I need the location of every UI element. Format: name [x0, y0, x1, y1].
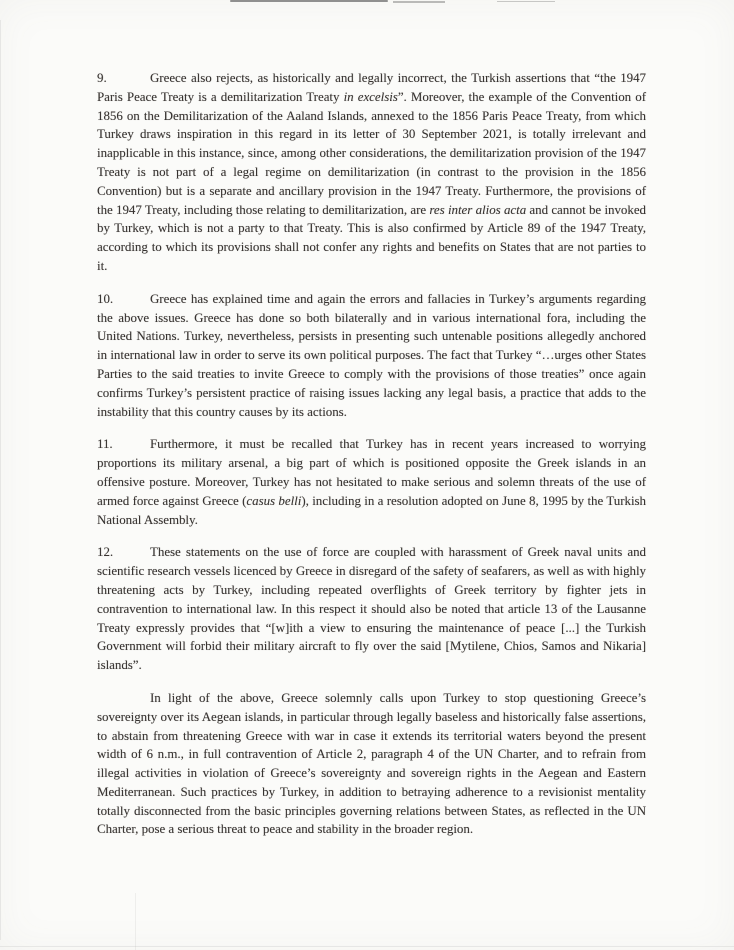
italic-run: casus belli [246, 493, 302, 508]
document-body [97, 69, 646, 853]
paragraph [97, 435, 646, 529]
scan-edge-line [135, 893, 136, 950]
text-run: Greece also rejects, as historically and legally incorrect, the Turkish assertions that “the 1947 Paris Peace Treaty is a demilitarization Treaty [97, 71, 646, 104]
paragraph [97, 543, 646, 675]
italic-run: in excelsis [343, 89, 398, 104]
scan-edge-line [0, 20, 1, 940]
text-run: ), including in a resolution adopted on June 8, 1995 by the Turkish National Assembly. [97, 493, 646, 527]
text-run: and cannot be invoked by Turkey, which is not a party to that Treaty. This is also confirmed by Article 89 of the 1947 Treaty, according to which its provisions shall not confer any rights and benefits on States that are not parties to it. [97, 202, 646, 273]
scan-smudge-top [393, 1, 445, 3]
text-run: Greece has explained time and again the errors and fallacies in Turkey’s arguments regarding the above issues. Greece has done so both bilaterally and in various international fora, including the United Nations. Turkey, nevertheless, persists in presenting such untenable positions allegedly anchored in international law in order to serve its own political purposes. The fact that Turkey “…urges other States Parties to the said treaties to invite Greece to comply with the provisions of those treaties” once again confirms Turkey’s persistent practice of raising issues lacking any legal basis, a practice that adds to the instability that this country causes by its actions. [97, 291, 646, 419]
paragraph [97, 290, 646, 422]
paragraph-number: 12. [97, 545, 114, 560]
paragraph-number: 11. [97, 437, 113, 452]
italic-run: res inter alios acta [429, 202, 527, 217]
paragraph-number: 10. [97, 291, 114, 306]
text-run: ”. Moreover, the example of the Convention of 1856 on the Demilitarization of the Aaland Islands, annexed to the 1856 Paris Peace Treaty, from which Turkey draws inspiration in this regard in its letter of 30 September 2021, is totally irrelevant and inapplicable in this instance, since, among other considerations, the demilitarization provision of the 1947 Treaty is not part of a legal regime on demilitarization (in contrast to the provision in the 1856 Convention) but is a separate and ancillary provision in the 1947 Treaty. Furthermore, the provisions of the 1947 Treaty, including those relating to demilitarization, are [97, 89, 646, 217]
text-run: These statements on the use of force are coupled with harassment of Greek naval units and scientific research vessels licenced by Greece in disregard of the safety of seafarers, as well as with highly threatening acts by Turkey, including repeated overflights of Greek territory by fighter jets in contravention to international law. In this respect it should also be noted that article 13 of the Lausanne Treaty expressly provides that “[w]ith a view to ensuring the maintenance of peace [...] the Turkish Government will forbid their military aircraft to fly over the said [Mytilene, Chios, Samos and Nikaria] islands”. [97, 545, 646, 673]
text-run: In light of the above, Greece solemnly calls upon Turkey to stop questioning Greece’s sovereignty over its Aegean islands, in particular through legally baseless and historically false assertions, to abstain from threatening Greece with war in case it extends its territorial waters beyond the present width of 6 n.m., in full contravention of Article 2, paragraph 4 of the UN Charter, and to refrain from illegal activities in violation of Greece’s sovereignty and sovereign rights in the Aegean and Eastern Mediterranean. Such practices by Turkey, in addition to betraying adherence to a revisionist mentality totally disconnected from the basic principles governing relations between States, as reflected in the UN Charter, pose a serious threat to peace and stability in the broader region. [97, 690, 646, 837]
scan-smudge-top [497, 1, 555, 2]
scan-smudge-top [230, 0, 388, 2]
paragraph [97, 689, 646, 839]
text-run: Furthermore, it must be recalled that Turkey has in recent years increased to worrying proportions its military arsenal, a big part of which is positioned opposite the Greek islands in an offensive posture. Moreover, Turkey has not hesitated to make serious and solemn threats of the use of armed force against Greece ( [97, 437, 646, 508]
paragraph [97, 69, 646, 276]
scan-edge-line [0, 946, 734, 947]
paragraph-number: 9. [97, 71, 107, 85]
